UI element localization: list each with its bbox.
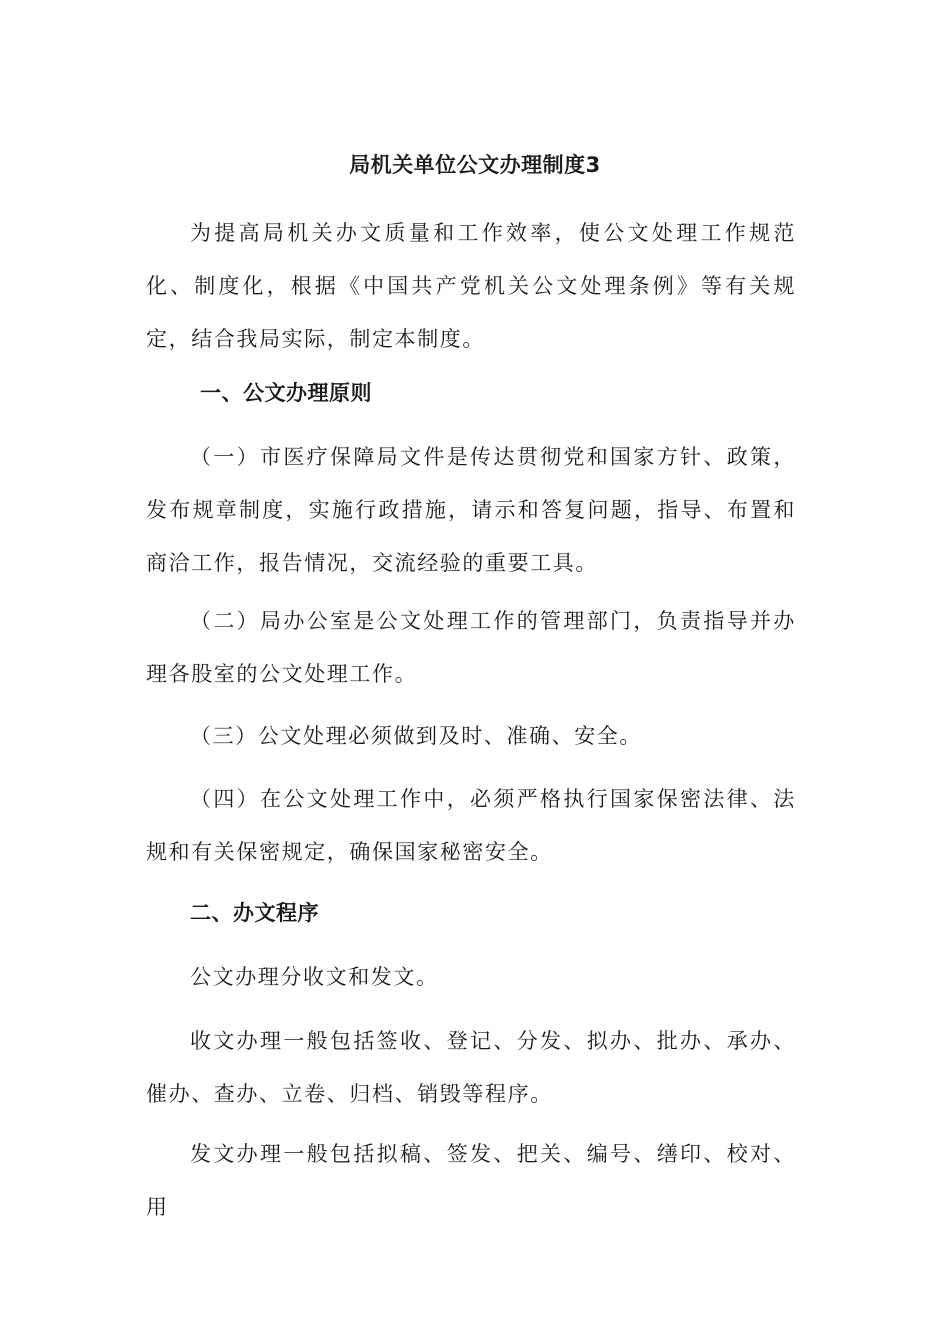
section1-item-2: （二）局办公室是公文处理工作的管理部门，负责指导并办理各股室的公文处理工作。 [146, 609, 796, 686]
section1-item-1: （一）市医疗保障局文件是传达贯彻党和国家方针、政策，发布规章制度，实施行政措施，请示和答复问题，指导、布置和商洽工作，报告情况，交流经验的重要工具。 [146, 445, 796, 575]
section2-paragraph-3: 发文办理一般包括拟稿、签发、把关、编号、缮印、校对、用 [146, 1142, 796, 1219]
section2-paragraph-1: 公文办理分收文和发文。 [190, 965, 439, 989]
section2-heading: 二、办文程序 [190, 901, 319, 925]
section1-item-4: （四）在公文处理工作中，必须严格执行国家保密法律、法规和有关保密规定，确保国家秘密安全。 [146, 787, 796, 864]
section1-heading: 一、公文办理原则 [200, 381, 372, 405]
section1-item-3: （三）公文处理必须做到及时、准确、安全。 [190, 724, 642, 748]
intro-paragraph: 为提高局机关办文质量和工作效率，使公文处理工作规范化、制度化，根据《中国共产党机关公文处理条例》等有关规定，结合我局实际，制定本制度。 [146, 221, 796, 351]
section2-paragraph-2: 收文办理一般包括签收、登记、分发、拟办、批办、承办、催办、查办、立卷、归档、销毁等程序。 [146, 1029, 796, 1106]
document-title: 局机关单位公文办理制度3 [349, 153, 601, 177]
